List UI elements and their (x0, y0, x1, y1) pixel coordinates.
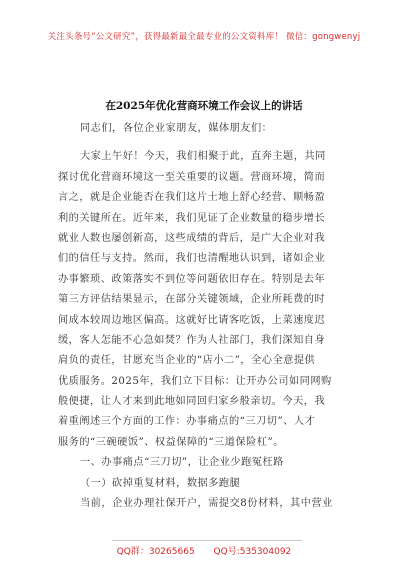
footer-qq-group: QQ群：30265665 (116, 547, 195, 557)
body-line: 间成本较周边地区偏高。这就好比请客吃饭，上菜速度迟 (58, 314, 326, 326)
body-lines (58, 147, 354, 514)
body-line: 大家上午好！今天，我们相聚于此，直奔主题，共同 (80, 151, 326, 163)
document-title: 在2025年优化营商环境工作会议上的讲话 (105, 100, 303, 112)
body-line: 着重阐述三个方面的工作：办事痛点的“三刀切”、人才 (58, 416, 316, 428)
body-line: 就业人数也屡创新高，这些成绩的背后，是广大企业对我 (58, 232, 326, 244)
footer-divider (112, 540, 302, 541)
body-line: 服务的“三碗硬饭”、权益保障的“三道保险杠”。 (58, 436, 284, 448)
body-line: （一）砍掉重复材料，数据多跑腿 (80, 477, 241, 489)
body-line: 办事繁琐、政策落实不到位等问题依旧存在。特别是去年 (58, 273, 326, 285)
body-line: 般便捷，让人才来到此地如同回归家乡般亲切。今天，我 (58, 396, 326, 408)
body-line: 言之，就是企业能否在我们这片土地上舒心经营、顺畅盈 (58, 192, 326, 204)
greeting-line: 同志们，各位企业家朋友，媒体朋友们： (80, 123, 273, 134)
paragraph-gap (58, 139, 354, 147)
footer (0, 544, 408, 557)
body-line: 探讨优化营商环境这一至关重要的议题。营商环境，简而 (58, 171, 326, 183)
body-line: 当前，企业办理社保开户，需提交8份材料，其中营业 (80, 498, 333, 510)
body-line: 一、办事痛点“三刀切”，让企业少跑冤枉路 (80, 457, 284, 469)
header-banner: 关注头条号“公文研究”，获得最新最全最专业的公文资料库！ 微信：gongwenyj (47, 32, 361, 42)
document-body (58, 119, 354, 514)
body-line: 第三方评估结果显示，在部分关键领域，企业所耗费的时 (58, 294, 326, 306)
body-line: 优质服务。2025年，我们立下目标：让开办公司如同网购 (58, 375, 332, 387)
body-line: 缓，客人怎能不心急如焚？作为人社部门，我们深知自身 (58, 334, 326, 346)
body-line: 们的信任与支持。然而，我们也清醒地认识到，诸如企业 (58, 253, 326, 265)
footer-qq: QQ号:535304092 (213, 547, 292, 557)
body-line: 肩负的责任，甘愿充当企业的“店小二”，全心全意提供 (58, 355, 316, 367)
body-line: 利的关键所在。近年来，我们见证了企业数量的稳步增长 (58, 212, 326, 224)
